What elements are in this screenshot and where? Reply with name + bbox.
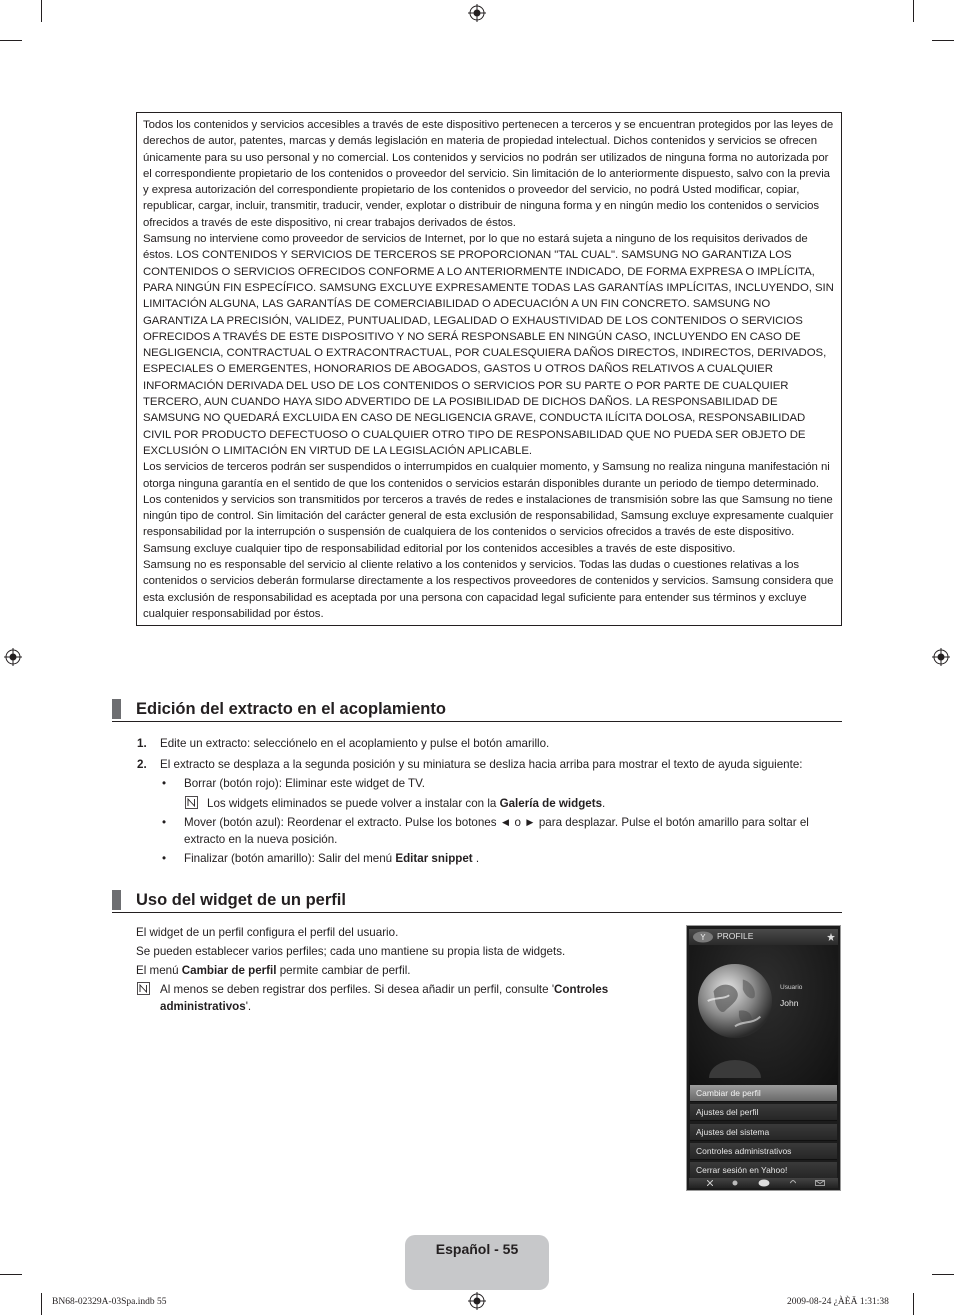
- bullet-text-plain: Finalizar (botón amarillo): Salir del menú: [184, 852, 396, 865]
- section-heading: [112, 699, 842, 722]
- registration-mark-icon: [4, 648, 22, 666]
- disclaimer-paragraph: Samsung no es responsable del servicio al cliente relativo a los contenidos y servicios. Todas las dudas o cuestiones relativas a los contenidos o servicios deberán formularse directamente a los respectivos proveedores de contenidos y servicios. Samsung considera que esta exclusión de responsabilidad es aceptada por una persona con capacidad legal suficiente para entender sus términos y excluye cualquier responsabilidad por éstos.: [143, 559, 834, 620]
- note-text: [160, 982, 608, 997]
- footer-timestamp: 2009-08-24 ¿ÀÈÄ 1:31:38: [787, 1297, 889, 1307]
- crop-mark: [41, 0, 42, 22]
- bullet-text: [184, 851, 479, 866]
- home-icon[interactable]: [790, 1180, 796, 1186]
- crop-mark: [0, 1274, 22, 1275]
- bullet-text: Borrar (botón rojo): Eliminar este widget de TV.: [184, 777, 426, 790]
- bullet-text-end: .: [472, 852, 480, 865]
- profile-display: [689, 945, 838, 1090]
- section-title: Edición del extracto en el acoplamiento: [136, 700, 446, 718]
- widget-title: PROFILE: [717, 931, 754, 941]
- user-name: John: [780, 998, 799, 1008]
- gear-icon[interactable]: [732, 1180, 738, 1186]
- menu-item-ajustes-perfil[interactable]: Ajustes del perfil: [690, 1104, 837, 1121]
- menu-item-ajustes-sistema[interactable]: Ajustes del sistema: [690, 1124, 837, 1141]
- page-number-tab: [405, 1235, 549, 1290]
- close-icon[interactable]: [707, 1180, 713, 1186]
- body-text: [136, 963, 411, 978]
- profile-widget-screenshot: [686, 925, 841, 1191]
- step-text: Edite un extracto: selecciónelo en el acoplamiento y pulse el botón amarillo.: [160, 737, 550, 750]
- menu-item-cambiar-perfil[interactable]: Cambiar de perfil: [690, 1085, 837, 1102]
- section-marker: [112, 699, 121, 719]
- bullet: •: [162, 852, 167, 865]
- bullet-text-bold: Editar snippet: [395, 852, 473, 865]
- registration-mark-icon: [468, 1292, 486, 1310]
- disclaimer-paragraph: Samsung no interviene como proveedor de servicios de Internet, por lo que no estará sujeta a ninguno de los requisitos derivados de éstos. LOS CONTENIDOS Y SERVICIOS DE TERCEROS SE PROPORCIONAN "TAL CUAL". SAMSUNG NO GARANTIZA LOS CONTENIDOS O SERVICIOS OFRECIDOS CONFORME A LO ANTERIORMENTE INDICADO, DE FORMA EXPRESA O IMPLÍCITA, PARA NINGÚN FIN ESPECÍFICO. SAMSUNG EXCLUYE EXPRESAMENTE TODAS LAS GARANTÍAS IMPLÍCITAS, INCLUYENDO, SIN LIMITACIÓN ALGUNA, LAS GARANTÍAS DE COMERCIABILIDAD O ADECUACIÓN A UN FIN CONCRETO. SAMSUNG NO GARANTIZA LA PRECISIÓN, VALIDEZ, PUNTUALIDAD, LEGALIDAD O EXHAUSTIVIDAD DE LOS CONTENIDOS O SERVICIOS OFRECIDOS A TRAVÉS DE ESTE DISPOSITIVO Y NO SERÁ RESPONSABLE EN NINGÚN CASO, INCLUYENDO EN CASO DE NEGLIGENCIA, CONTRACTUAL O EXTRACONTRACTUAL, POR CUALESQUIERA DAÑOS DIRECTOS, INDIRECTOS, DERIVADOS, ESPECIALES O EMERGENTES, HONORARIOS DE ABOGADOS, GASTOS U OTROS DAÑOS RELATIVOS A CUALQUIER INFORMACIÓN DERIVADA DEL USO DE LOS CONTENIDOS O SERVICIOS POR SU PARTE O POR PARTE DE CUALQUIER TERCERO, AUN CUANDO HAYA SIDO ADVERTIDO DE LA POSIBILIDAD DE DICHOS DAÑOS. LA RESPONSABILIDAD DE SAMSUNG NO QUEDARÁ EXCLUIDA EN CASO DE NEGLIGENCIA GRAVE, CONDUCTA ILÍCITA DOLOSA, RESPONSABILIDAD CIVIL POR PRODUCTO DEFECTUOSO O CUALQUIER OTRO TIPO DE RESPONSABILIDAD QUE NO PUEDA SER OBJETO DE EXCLUSIÓN O LIMITACIÓN EN VIRTUD DE LA LEGISLACIÓN APLICABLE.: [143, 233, 834, 457]
- body-text: El widget de un perfil configura el perfil del usuario.: [136, 926, 399, 939]
- bullet: •: [162, 816, 167, 829]
- bullet-text: extracto en la nueva posición.: [184, 833, 338, 846]
- svg-text:Y: Y: [700, 933, 706, 942]
- widget-header: [689, 929, 838, 945]
- page-number: Español - 55: [435, 1241, 519, 1257]
- disclaimer-paragraph: Los servicios de terceros podrán ser suspendidos o interrumpidos en cualquier momento, y Samsung no realiza ninguna manifestación ni otorga ninguna garantía en el sentido de que los contenidos o servicios estarán disponibles durante un periodo de tiempo determinado. Los contenidos y servicios son transmitidos por terceros a través de redes e instalaciones de transmisión sobre las que Samsung no tiene ningún tipo de control. Sin limitación del carácter general de esta exclusión de responsabilidad, Samsung excluye expresamente cualquier responsabilidad por la interrupción o suspensión de cualquiera de los contenidos o servicios ofrecidos a través de este dispositivo. Samsung excluye cualquier tipo de responsabilidad editorial por los contenidos accesibles a través de este dispositivo.: [143, 461, 834, 555]
- note-text-bold: Galería de widgets: [499, 797, 603, 810]
- user-label: Usuario: [780, 984, 803, 991]
- section-heading: [112, 890, 842, 913]
- disclaimer-box: [136, 112, 842, 626]
- mail-icon[interactable]: [815, 1180, 825, 1186]
- note-text: [160, 999, 251, 1014]
- menu-item-controles-administrativos[interactable]: Controles administrativos: [690, 1143, 837, 1160]
- bullet: •: [162, 777, 167, 790]
- step-number: 1.: [137, 737, 147, 750]
- step-text: El extracto se desplaza a la segunda posición y su miniatura se desliza hacia arriba para mostrar el texto de ayuda siguiente:: [160, 758, 803, 771]
- note-text-bold: administrativos: [160, 1000, 246, 1013]
- yahoo-logo-icon: [692, 931, 714, 943]
- crop-mark: [932, 1274, 954, 1275]
- note-text-end: .: [602, 797, 606, 810]
- body-text: Se pueden establecer varios perfiles; cada uno mantiene su propia lista de widgets.: [136, 945, 566, 958]
- crop-mark: [913, 1293, 914, 1315]
- note-text-bold: Controles: [554, 983, 609, 996]
- section-marker: [112, 890, 121, 910]
- crop-mark: [932, 40, 954, 41]
- registration-mark-icon: [468, 4, 486, 22]
- dock-bar: [689, 1178, 838, 1188]
- yahoo-dock-icon[interactable]: [758, 1179, 770, 1187]
- disclaimer-paragraph: Todos los contenidos y servicios accesibles a través de este dispositivo pertenecen a terceros y se encuentran protegidos por las leyes de derechos de autor, patentes, marcas y demás legislación en materia de propiedad intelectual. Dichos contenidos y servicios se ofrecen únicamente para su uso personal y no comercial. Los contenidos y servicios no podrán ser utilizados de ninguna forma no autorizada por el correspondiente propietario de los contenidos o proveedor del servicio. Sin limitación de lo anteriormente dispuesto, salvo con la previa y expresa autorización del correspondiente propietario de los contenidos o proveedor del servicio, no podrá Usted modificar, copiar, republicar, cargar, incluir, transmitir, traducir, vender, explotar o distribuir de ninguna forma y en ningún medio los contenidos o servicios ofrecidos a través de este dispositivo, ni crear trabajos derivados de éstos.: [143, 119, 834, 229]
- registration-mark-icon: [932, 648, 950, 666]
- crop-mark: [913, 0, 914, 22]
- note-text-plain: Al menos se deben registrar dos perfiles. Si desea añadir un perfil, consulte ': [160, 983, 555, 996]
- body-text-end: permite cambiar de perfil.: [276, 964, 411, 977]
- crop-mark: [41, 1293, 42, 1315]
- note-text-end: '.: [245, 1000, 252, 1013]
- note-text-plain: Los widgets eliminados se puede volver a instalar con la: [207, 797, 500, 810]
- body-text-bold: Cambiar de perfil: [181, 964, 277, 977]
- earth-globe-icon: [696, 962, 774, 1040]
- step-number: 2.: [137, 758, 147, 771]
- footer-file-info: BN68-02329A-03Spa.indb 55: [52, 1297, 167, 1307]
- crop-mark: [0, 40, 22, 41]
- note-icon: [137, 982, 150, 995]
- star-icon: [827, 933, 835, 941]
- globe-reflection-icon: [709, 1058, 761, 1078]
- bullet-text: Mover (botón azul): Reordenar el extracto. Pulse los botones ◄ o ► para desplazar. Pulse el botón amarillo para soltar el: [184, 816, 809, 829]
- section-title: Uso del widget de un perfil: [136, 891, 346, 909]
- body-text-plain: El menú: [136, 964, 182, 977]
- menu-item-cerrar-sesion[interactable]: Cerrar sesión en Yahoo!: [690, 1162, 837, 1179]
- note-icon: [185, 796, 198, 809]
- note-text: [207, 796, 605, 811]
